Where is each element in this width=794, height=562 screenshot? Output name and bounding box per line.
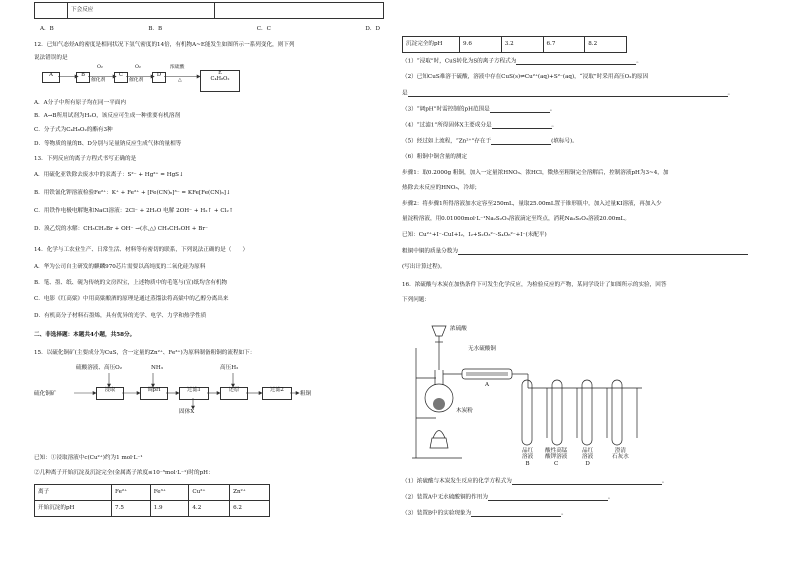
- q15-part-2: （2）已知CuS难溶于硫酸，溶液中存在CuS(s)⇌Cu²⁺(aq)+S²⁻(aq)，“浸取”时采用高压O₂的原因: [402, 74, 649, 80]
- q15-part-3-text: （3）“调pH”时需控制的pH范围是: [402, 106, 490, 113]
- q11-option-d: D．D: [365, 26, 380, 32]
- ph-table-row-complete: [403, 37, 627, 53]
- q13-option-d: D．溴乙烷的水解：CH₃CH₂Br + OH⁻ →(水,△) CH₃CH₂OH + Br⁻: [34, 226, 209, 232]
- bottle-name-2: 溶液: [522, 454, 534, 461]
- ph-cell: 1.9: [150, 501, 189, 517]
- q16-stem-2: 下列问题：: [402, 297, 430, 303]
- ph-table-header: [35, 485, 270, 501]
- ph-row-complete-label: 沉淀完全的pH: [403, 37, 460, 53]
- label-conc-h2so4: 浓硫酸: [450, 326, 467, 332]
- q14-option-c: C．电影《红高粱》中用高粱酿酒的原理是通过蒸馏法将高粱中的乙醇分离出来: [34, 296, 229, 302]
- answer-blank[interactable]: [458, 248, 748, 255]
- q16-part-1: （1）浓硫酸与木炭发生反应的化学方程式为 。: [402, 478, 668, 485]
- answer-blank[interactable]: [492, 122, 552, 129]
- q15-known-1: 已知：①浸取溶液中c(Cu²⁺)约为1 mol·L⁻¹: [34, 455, 143, 461]
- step-adjust-ph: 调pH: [140, 387, 168, 400]
- q15-result-text: 粗铜中铜的质量分数为: [402, 248, 458, 255]
- ph-cell: 6.7: [543, 37, 585, 53]
- flow-label-o2-2: O₂: [135, 65, 141, 70]
- q15-result-note: (写出计算过程)。: [402, 264, 446, 270]
- q14-option-a: A．华为公司自主研发的麒麟970芯片需要以高纯度的二氧化硅为原料: [34, 264, 206, 270]
- bottle-name: 品红: [522, 448, 534, 454]
- q15-part-5-text: （5）经过如上流程，“Zn²⁺”存在于: [402, 138, 492, 145]
- q15-part-4: （4）“过滤1”所得固体X主要成分是 。: [402, 122, 558, 129]
- answer-blank[interactable]: [491, 138, 551, 145]
- q15-step-1: 步骤1：取0.2000g 粗铜，加入一定量浓HNO₃、浓HCl，微热至粗铜完全溶解后，控制溶液pH为3~4，加: [402, 170, 669, 176]
- q11-option-a: A．B: [40, 26, 54, 32]
- q14-option-d: D．有机高分子材料石墨烯，具有优异的光学、电学、力学和热学性质: [34, 313, 207, 319]
- flow-label-cat-1: 催化剂: [91, 78, 106, 83]
- reagent-label-2: NH₃: [151, 365, 164, 371]
- answer-blank[interactable]: [516, 58, 636, 65]
- bottle-name: 澄清: [614, 448, 626, 454]
- step-leaching: 浸取: [96, 387, 124, 400]
- bottle-b-label: [522, 448, 533, 467]
- section-2-heading: 二、非选择题：本题共4小题，共58分。: [34, 332, 136, 338]
- top-answer-table: [34, 2, 384, 19]
- ph-header-cu2: Cu²⁺: [189, 485, 230, 501]
- ph-cell: 6.2: [230, 501, 270, 517]
- q15-step-2b: 量淀粉溶液，用0.01000mol·L⁻¹Na₂S₂O₃溶液滴定至终点，消耗Na₂S₂O₃溶液20.00mL。: [402, 216, 630, 222]
- q15-part-6: （6）粗铜中铜含量的测定: [402, 154, 468, 160]
- ph-cell: 3.2: [501, 37, 543, 53]
- answer-blank[interactable]: [408, 90, 728, 97]
- top-table-cell: 下会反应: [68, 3, 215, 19]
- flow-label-o2-1: O₂: [97, 65, 103, 70]
- bottle-letter: D: [585, 460, 590, 467]
- bottle-c-label: [545, 448, 567, 467]
- step-filter-1: 过滤1: [179, 387, 209, 400]
- q15-part-5: （5）经过如上流程，“Zn²⁺”存在于 (填标号)。: [402, 138, 578, 145]
- q16-part-2-text: （2）装置A中无水硫酸铜的作用为: [402, 494, 488, 501]
- step-reduce: 还原: [220, 387, 248, 400]
- q15-step-1b: 热除去未反应的HNO₃，冷却；: [402, 185, 481, 191]
- flow-box-a: A: [42, 72, 60, 83]
- answer-blank[interactable]: [488, 494, 608, 501]
- ph-header-zn2: Zn²⁺: [230, 485, 270, 501]
- q15-part-1: （1）“浸取”时，CuS转化为S的离子方程式为 。: [402, 58, 642, 65]
- q16-part-3-text: （3）装置B中的实验现象为: [402, 510, 472, 517]
- bottle-d-label: [582, 448, 593, 467]
- bottle-name-2: 酸钾溶液: [545, 454, 568, 461]
- q11-options: [40, 26, 380, 32]
- ph-header-ion: 离子: [35, 485, 112, 501]
- q16-part-2: （2）装置A中无水硫酸铜的作用为 。: [402, 494, 614, 501]
- q12-flow-diagram: [34, 64, 284, 94]
- flow-label-h2so4: 浓硫酸: [170, 65, 185, 70]
- q16-part-1-text: （1）浓硫酸与木炭发生反应的化学方程式为: [402, 478, 512, 485]
- q16-stem: 16．浓硫酸与木炭在加热条件下可发生化学反应，为检验反应的产物，某同学设计了如图所示的实验，回答: [402, 282, 667, 288]
- apparatus-diagram: [402, 308, 652, 468]
- q15-part-2b-text: 是: [402, 90, 408, 97]
- reagent-label-3: 高压H₂: [220, 365, 239, 371]
- q13-option-b: B．用铁氰化钾溶液检验Fe²⁺：K⁺ + Fe²⁺ + [Fe(CN)₆]³⁻ = KFe[Fe(CN)₆]↓: [34, 190, 231, 196]
- q15-part-4-text: （4）“过滤1”所得固体X主要成分是: [402, 122, 492, 129]
- bottle-letter: B: [525, 460, 530, 467]
- label-a: A: [485, 382, 490, 388]
- q15-step-2: 步骤2：将步骤1所得溶液加水定容至250mL，量取25.00mL置于锥形瓶中，加入过量KI溶液，再加入少: [402, 201, 662, 207]
- q12-option-a: A．A分子中所有原子均在同一平面内: [34, 100, 126, 106]
- flow-box-d: D: [152, 72, 166, 83]
- flow-arrows: [34, 64, 284, 94]
- ph-header-fe3: Fe³⁺: [150, 485, 189, 501]
- flow-box-e-letter: E: [218, 70, 222, 76]
- q15-stem: 15．以硫化铜矿(主要成分为CuS，含一定量的Zn²⁺、Fe³⁺)为原料制备粗铜的流程如下：: [34, 350, 256, 356]
- ph-cell: 4.2: [189, 501, 230, 517]
- q16-part-3: （3）装置B中的实验现象为 。: [402, 510, 567, 517]
- q12-stem: 12．已知气态烃A的密度是相同状况下氢气密度的14倍，有机物A~E能发生如图所示一系列变化，则下列: [34, 42, 295, 48]
- flow-label-heat: △: [178, 78, 182, 83]
- q12-option-b: B．A→B所用试剂为H₂O，该反应可生成一种重要有机溶剂: [34, 113, 181, 119]
- q14-stem: 14．化学与工农业生产、日常生活、材料等有密切的联系，下列说法正确的是（ ）: [34, 247, 249, 253]
- q13-option-c: C．用铁作电极电解饱和NaCl溶液：2Cl⁻ + 2H₂O 电解 2OH⁻ + H₂↑ + Cl₂↑: [34, 208, 234, 214]
- reagent-label-1: 硫酸溶液、高压O₂: [76, 365, 122, 371]
- q11-option-b: B．B: [148, 26, 163, 32]
- answer-blank[interactable]: [512, 478, 662, 485]
- bottle-name-2: 石灰水: [612, 454, 629, 461]
- flow-end-label: 粗铜: [300, 391, 312, 397]
- q12-option-d: D．等物质的量的B、D分别与足量钠反应生成气体的量相等: [34, 141, 182, 147]
- flow-start-label: 硫化铜矿: [34, 391, 57, 397]
- ph-table-continued: [402, 36, 627, 53]
- q15-known-2: ②几种离子开始沉淀及沉淀完全(金属离子浓度≤10⁻⁵mol·L⁻¹)时的pH：: [34, 470, 214, 476]
- solid-x-label: 固体X: [179, 409, 195, 415]
- q15-hint: (填标号): [551, 138, 573, 145]
- flow-box-c: C: [114, 72, 128, 83]
- q11-option-c: C．C: [256, 26, 271, 32]
- apparatus-drawing: [402, 308, 652, 468]
- ph-cell: 7.5: [112, 501, 151, 517]
- q14-option-b: B．笔、墨、纸、砚为传统的文房四宝，上述物质中的毛笔与(宣)纸均含有机物: [34, 280, 228, 286]
- bottle-name: 品红: [582, 448, 594, 454]
- ph-table-row-start: [35, 501, 270, 517]
- q13-option-a: A．用硫化亚铁除去废水中的汞离子：S²⁻ + Hg²⁺ = HgS↓: [34, 172, 184, 178]
- bottle-name: 酸性高锰: [545, 448, 568, 454]
- q12-option-c: C．分子式为C₄H₈O₂的酯有3种: [34, 127, 113, 133]
- flow-box-b: B: [76, 72, 90, 83]
- q15-result: [402, 248, 748, 255]
- q12-stem-2: 说法错误的是: [34, 55, 68, 61]
- ph-cell: 8.2: [585, 37, 627, 53]
- q15-part-2b: 是 。: [402, 90, 734, 97]
- q13-stem: 13．下列反应的离子方程式书写正确的是: [34, 156, 137, 162]
- flow-box-e-formula: C₄H₈O₂: [210, 75, 230, 82]
- q15-part-3: （3）“调pH”时需控制的pH范围是 。: [402, 106, 556, 113]
- flow-label-cat-2: 催化剂: [129, 78, 144, 83]
- bottle-limewater-label: [612, 448, 629, 461]
- answer-blank[interactable]: [490, 106, 550, 113]
- label-charcoal: 木炭粉: [456, 408, 473, 414]
- bottle-letter: C: [554, 460, 559, 467]
- q15-part-1-text: （1）“浸取”时，CuS转化为S的离子方程式为: [402, 58, 517, 65]
- ph-header-fe2: Fe²⁺: [112, 485, 151, 501]
- q15-flowchart: [34, 365, 374, 435]
- ph-row-start-label: 开始沉淀的pH: [35, 501, 112, 517]
- q15-known-eq: 已知：Cu²⁺+I⁻-CuI+I₂，I₂+S₂O₃²⁻-S₄O₆²⁻+I⁻(未配平): [402, 232, 547, 238]
- label-anhydrous-cuso4: 无水硫酸铜: [468, 346, 496, 352]
- q15-flow-arrows: [34, 365, 374, 435]
- ph-table: [34, 484, 270, 517]
- ph-cell: 9.6: [460, 37, 502, 53]
- bottle-name-2: 溶液: [582, 454, 594, 461]
- answer-blank[interactable]: [471, 510, 561, 517]
- step-filter-2: 过滤2: [262, 387, 292, 400]
